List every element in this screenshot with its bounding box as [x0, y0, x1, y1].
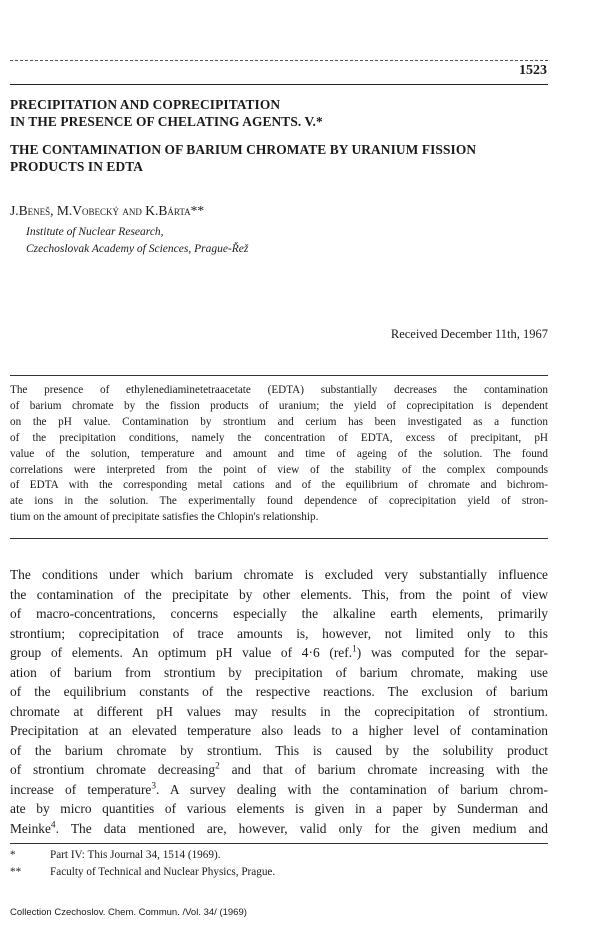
body-line: the contamination of the precipitate by other elements. This, from the point of view — [10, 586, 548, 602]
body-line: chromate at different pH values may results in the coprecipitation of strontium. — [10, 703, 548, 719]
body-line: The conditions under which barium chromate is excluded very substantially influence — [10, 567, 548, 582]
body-line: ate by micro quantities of various elements is given in a paper by Sunderman and — [10, 801, 548, 816]
abstract-line: ate ions in the solution. The experimentally found dependence of coprecipitation yield of stron- — [10, 495, 548, 508]
header-rule — [10, 84, 548, 85]
abstract-line: correlations were interpreted from the point of view of the stability of the complex compounds — [10, 463, 548, 476]
body-paragraph — [10, 565, 550, 838]
reference-marker: 4 — [50, 820, 56, 831]
body-line — [10, 760, 550, 780]
abstract-line: value of the solution, temperature and amount and time of ageing of the solution. The found — [10, 447, 548, 460]
footnote-text: Part IV: This Journal 34, 1514 (1969). — [50, 849, 221, 861]
abstract-line: tium on the amount of precipitate satisfies the Chlopin's relationship. — [10, 511, 319, 524]
body-text-run: group of elements. An optimum pH value of 4·6 (ref. — [10, 645, 353, 660]
body-line: strontium; coprecipitation of trace amounts is, however, not limited only to this — [10, 625, 548, 641]
title-line: THE CONTAMINATION OF BARIUM CHROMATE BY URANIUM FISSION — [10, 142, 477, 157]
body-line — [10, 643, 550, 663]
footnote-rule — [10, 843, 548, 844]
journal-footer: Collection Czechoslov. Chem. Commun. /Vol. 34/ (1969) — [10, 907, 247, 918]
reference-marker: 1 — [352, 644, 357, 655]
article-title-main — [10, 141, 550, 175]
footnote-mark: * — [10, 849, 16, 861]
article-title-series — [10, 96, 550, 130]
body-line: of macro-concentrations, concerns especially the alkaline earth elements, primarily — [10, 606, 548, 621]
abstract-line: on the pH value. Contamination by strontium and cerium has been investigated as a function — [10, 415, 548, 428]
body-text-run: of strontium chromate decreasing — [10, 762, 216, 777]
header-dashed-rule — [10, 60, 548, 61]
body-line — [10, 780, 550, 800]
author-list: J.Beneš, M.Vobecký and K.Bárta** — [10, 203, 205, 218]
abstract-line: The presence of ethylenediaminetetraacetate (EDTA) substantially decreases the contamination — [10, 384, 548, 396]
footnote — [10, 866, 275, 878]
body-line: of the barium chromate by strontium. This is caused by the solubility product — [10, 742, 548, 758]
reference-marker: 3 — [151, 781, 157, 792]
title-line: IN THE PRESENCE OF CHELATING AGENTS. V.* — [10, 114, 323, 129]
footnote-mark: ** — [10, 866, 22, 878]
body-text-run: . A survey dealing with the contamination of barium chrom- — [156, 781, 548, 797]
body-text-run: ) was computed for the separ- — [356, 645, 548, 660]
affiliation-line: Institute of Nuclear Research, — [26, 226, 164, 238]
page-number: 1523 — [519, 63, 547, 78]
affiliation-line: Czechoslovak Academy of Sciences, Prague-Řež — [26, 243, 249, 255]
body-line: ation of barium from strontium by precipitation of barium chromate, making use — [10, 664, 548, 680]
body-text-run: . The data mentioned are, however, valid only for the given medium and — [55, 820, 548, 836]
abstract-line: of EDTA with the corresponding metal cations and of the equilibrium of chromate and bichrom- — [10, 479, 548, 492]
abstract-line: of barium chromate by the fission products of uranium; the yield of coprecipitation is dependent — [10, 399, 548, 412]
body-line: of the equilibrium constants of the respective reactions. The exclusion of barium — [10, 684, 548, 699]
body-line — [10, 819, 550, 839]
footnote — [10, 849, 221, 861]
body-text-run: and that of barium chromate increasing with the — [219, 762, 548, 777]
reference-marker: 2 — [215, 761, 220, 772]
title-line: PRODUCTS IN EDTA — [10, 159, 144, 174]
title-line: PRECIPITATION AND COPRECIPITATION — [10, 97, 281, 112]
abstract-rule-top — [10, 375, 548, 376]
body-text-run: Meinke — [10, 820, 51, 836]
body-text-run: increase of temperature — [10, 781, 152, 797]
body-line: Precipitation at an elevated temperature also leads to a higher level of contamination — [10, 723, 548, 738]
received-date: Received December 11th, 1967 — [390, 327, 548, 341]
abstract-rule-bottom — [10, 538, 548, 539]
abstract-line: of the precipitation conditions, namely the concentration of EDTA, excess of precipitant, pH — [10, 431, 548, 444]
footnote-text: Faculty of Technical and Nuclear Physics, Prague. — [50, 866, 276, 878]
abstract — [10, 383, 548, 526]
